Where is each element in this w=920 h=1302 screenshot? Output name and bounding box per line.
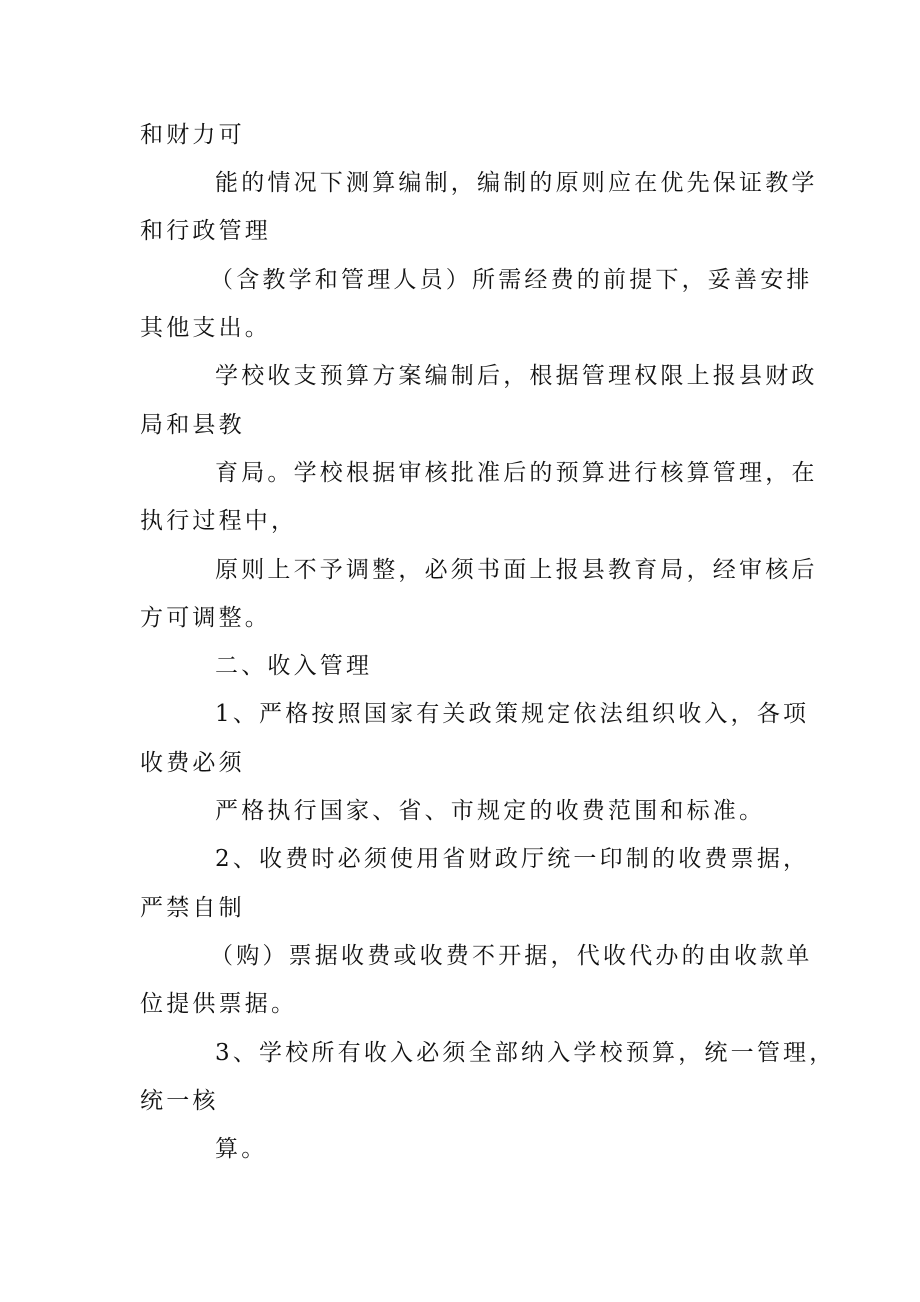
text-line: 严禁自制 <box>140 895 245 921</box>
text-line: 收费必须 <box>140 750 245 776</box>
section-heading: 二、收入管理 <box>215 653 373 679</box>
text-line: 3、学校所有收入必须全部纳入学校预算，统一管理， <box>215 1040 836 1066</box>
text-line: 统一核 <box>140 1088 219 1114</box>
text-line: 2、收费时必须使用省财政厅统一印制的收费票据， <box>215 846 810 872</box>
text-line: 执行过程中， <box>140 508 298 534</box>
text-line: 1、严格按照国家有关政策规定依法组织收入，各项 <box>215 701 810 727</box>
text-line: 育局。学校根据审核批准后的预算进行核算管理，在 <box>215 460 818 486</box>
text-line: 局和县教 <box>140 412 245 438</box>
text-line: 能的情况下测算编制，编制的原则应在优先保证教学 <box>215 170 818 196</box>
text-line: 方可调整。 <box>140 605 271 631</box>
text-line: 位提供票据。 <box>140 991 298 1017</box>
text-line: 严格执行国家、省、市规定的收费范围和标准。 <box>215 798 766 824</box>
text-line: 算。 <box>215 1136 268 1162</box>
text-line: 和财力可 <box>140 122 245 148</box>
text-line: 原则上不予调整，必须书面上报县教育局，经审核后 <box>215 557 818 583</box>
text-line: 学校收支预算方案编制后，根据管理权限上报县财政 <box>215 363 818 389</box>
text-line: 和行政管理 <box>140 218 271 244</box>
text-line: （含教学和管理人员）所需经费的前提下，妥善安排 <box>210 267 813 293</box>
text-line: （购）票据收费或收费不开据，代收代办的由收款单 <box>210 943 813 969</box>
text-line: 其他支出。 <box>140 315 271 341</box>
